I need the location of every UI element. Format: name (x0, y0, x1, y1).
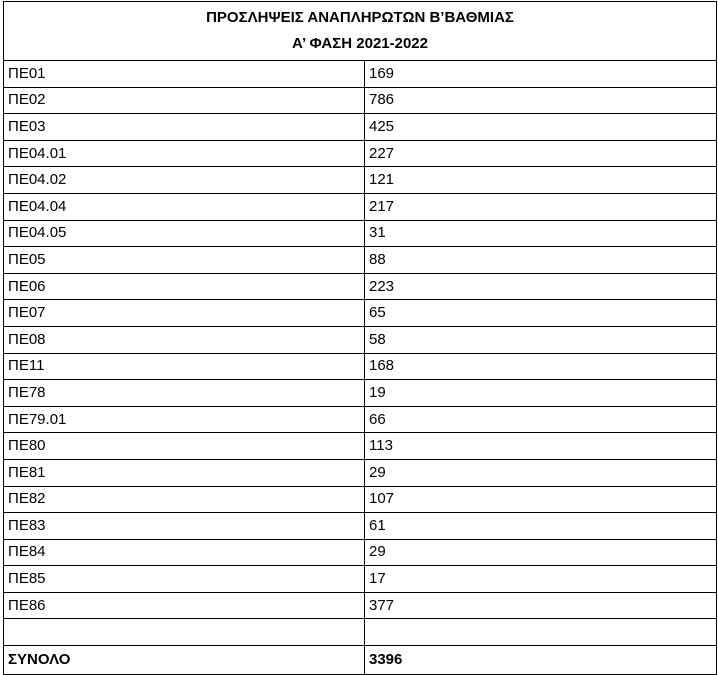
hire-count-cell: 65 (365, 300, 717, 327)
specialty-code-cell: ΠΕ05 (4, 247, 365, 274)
table-row (4, 87, 717, 114)
table-row (4, 592, 717, 619)
table-row (4, 61, 717, 88)
specialty-code-cell: ΠΕ06 (4, 273, 365, 300)
hire-count-cell: 168 (365, 353, 717, 380)
table-row (4, 140, 717, 167)
specialty-code-cell: ΠΕ11 (4, 353, 365, 380)
hire-count-cell: 223 (365, 273, 717, 300)
table-body (4, 2, 717, 675)
specialty-code-cell: ΠΕ86 (4, 592, 365, 619)
specialty-code-cell: ΠΕ79.01 (4, 406, 365, 433)
specialty-code-cell: ΠΕ08 (4, 326, 365, 353)
specialty-code-cell: ΠΕ81 (4, 459, 365, 486)
table-row (4, 459, 717, 486)
empty-cell (4, 619, 365, 646)
specialty-code-cell: ΠΕ04.04 (4, 193, 365, 220)
hire-count-cell: 113 (365, 433, 717, 460)
table-row (4, 247, 717, 274)
specialty-code-cell: ΠΕ01 (4, 61, 365, 88)
table-title: ΠΡΟΣΛΗΨΕΙΣ ΑΝΑΠΛΗΡΩΤΩΝ Β’ΒΑΘΜΙΑΣ (206, 9, 514, 26)
empty-cell (365, 619, 717, 646)
hire-count-cell: 107 (365, 486, 717, 513)
table-row (4, 380, 717, 407)
table-row (4, 486, 717, 513)
hire-count-cell: 121 (365, 167, 717, 194)
specialty-code-cell: ΠΕ07 (4, 300, 365, 327)
total-label: ΣΥΝΟΛΟ (4, 646, 365, 675)
table-row (4, 513, 717, 540)
hire-count-cell: 66 (365, 406, 717, 433)
table-row (4, 273, 717, 300)
hire-count-cell: 17 (365, 566, 717, 593)
specialty-code-cell: ΠΕ80 (4, 433, 365, 460)
hire-count-cell: 61 (365, 513, 717, 540)
table-row (4, 326, 717, 353)
hires-table (3, 1, 717, 675)
table-row (4, 220, 717, 247)
specialty-code-cell: ΠΕ02 (4, 87, 365, 114)
table-row (4, 406, 717, 433)
table-row (4, 433, 717, 460)
specialty-code-cell: ΠΕ04.01 (4, 140, 365, 167)
table-row (4, 353, 717, 380)
table-title-cell (4, 2, 717, 61)
hire-count-cell: 217 (365, 193, 717, 220)
hire-count-cell: 58 (365, 326, 717, 353)
specialty-code-cell: ΠΕ03 (4, 114, 365, 141)
specialty-code-cell: ΠΕ83 (4, 513, 365, 540)
table-row (4, 193, 717, 220)
empty-row (4, 619, 717, 646)
hire-count-cell: 19 (365, 380, 717, 407)
hire-count-cell: 377 (365, 592, 717, 619)
table-row (4, 167, 717, 194)
hire-count-cell: 88 (365, 247, 717, 274)
hire-count-cell: 425 (365, 114, 717, 141)
specialty-code-cell: ΠΕ04.02 (4, 167, 365, 194)
total-value: 3396 (365, 646, 717, 675)
title-row (4, 2, 717, 61)
hire-count-cell: 227 (365, 140, 717, 167)
hire-count-cell: 29 (365, 459, 717, 486)
specialty-code-cell: ΠΕ04.05 (4, 220, 365, 247)
specialty-code-cell: ΠΕ84 (4, 539, 365, 566)
specialty-code-cell: ΠΕ78 (4, 380, 365, 407)
hire-count-cell: 29 (365, 539, 717, 566)
specialty-code-cell: ΠΕ82 (4, 486, 365, 513)
hire-count-cell: 786 (365, 87, 717, 114)
specialty-code-cell: ΠΕ85 (4, 566, 365, 593)
table-row (4, 114, 717, 141)
table-subtitle: Α’ ΦΑΣΗ 2021-2022 (292, 35, 428, 52)
table-row (4, 300, 717, 327)
table-row (4, 539, 717, 566)
total-row (4, 646, 717, 675)
table-row (4, 566, 717, 593)
hire-count-cell: 31 (365, 220, 717, 247)
hire-count-cell: 169 (365, 61, 717, 88)
